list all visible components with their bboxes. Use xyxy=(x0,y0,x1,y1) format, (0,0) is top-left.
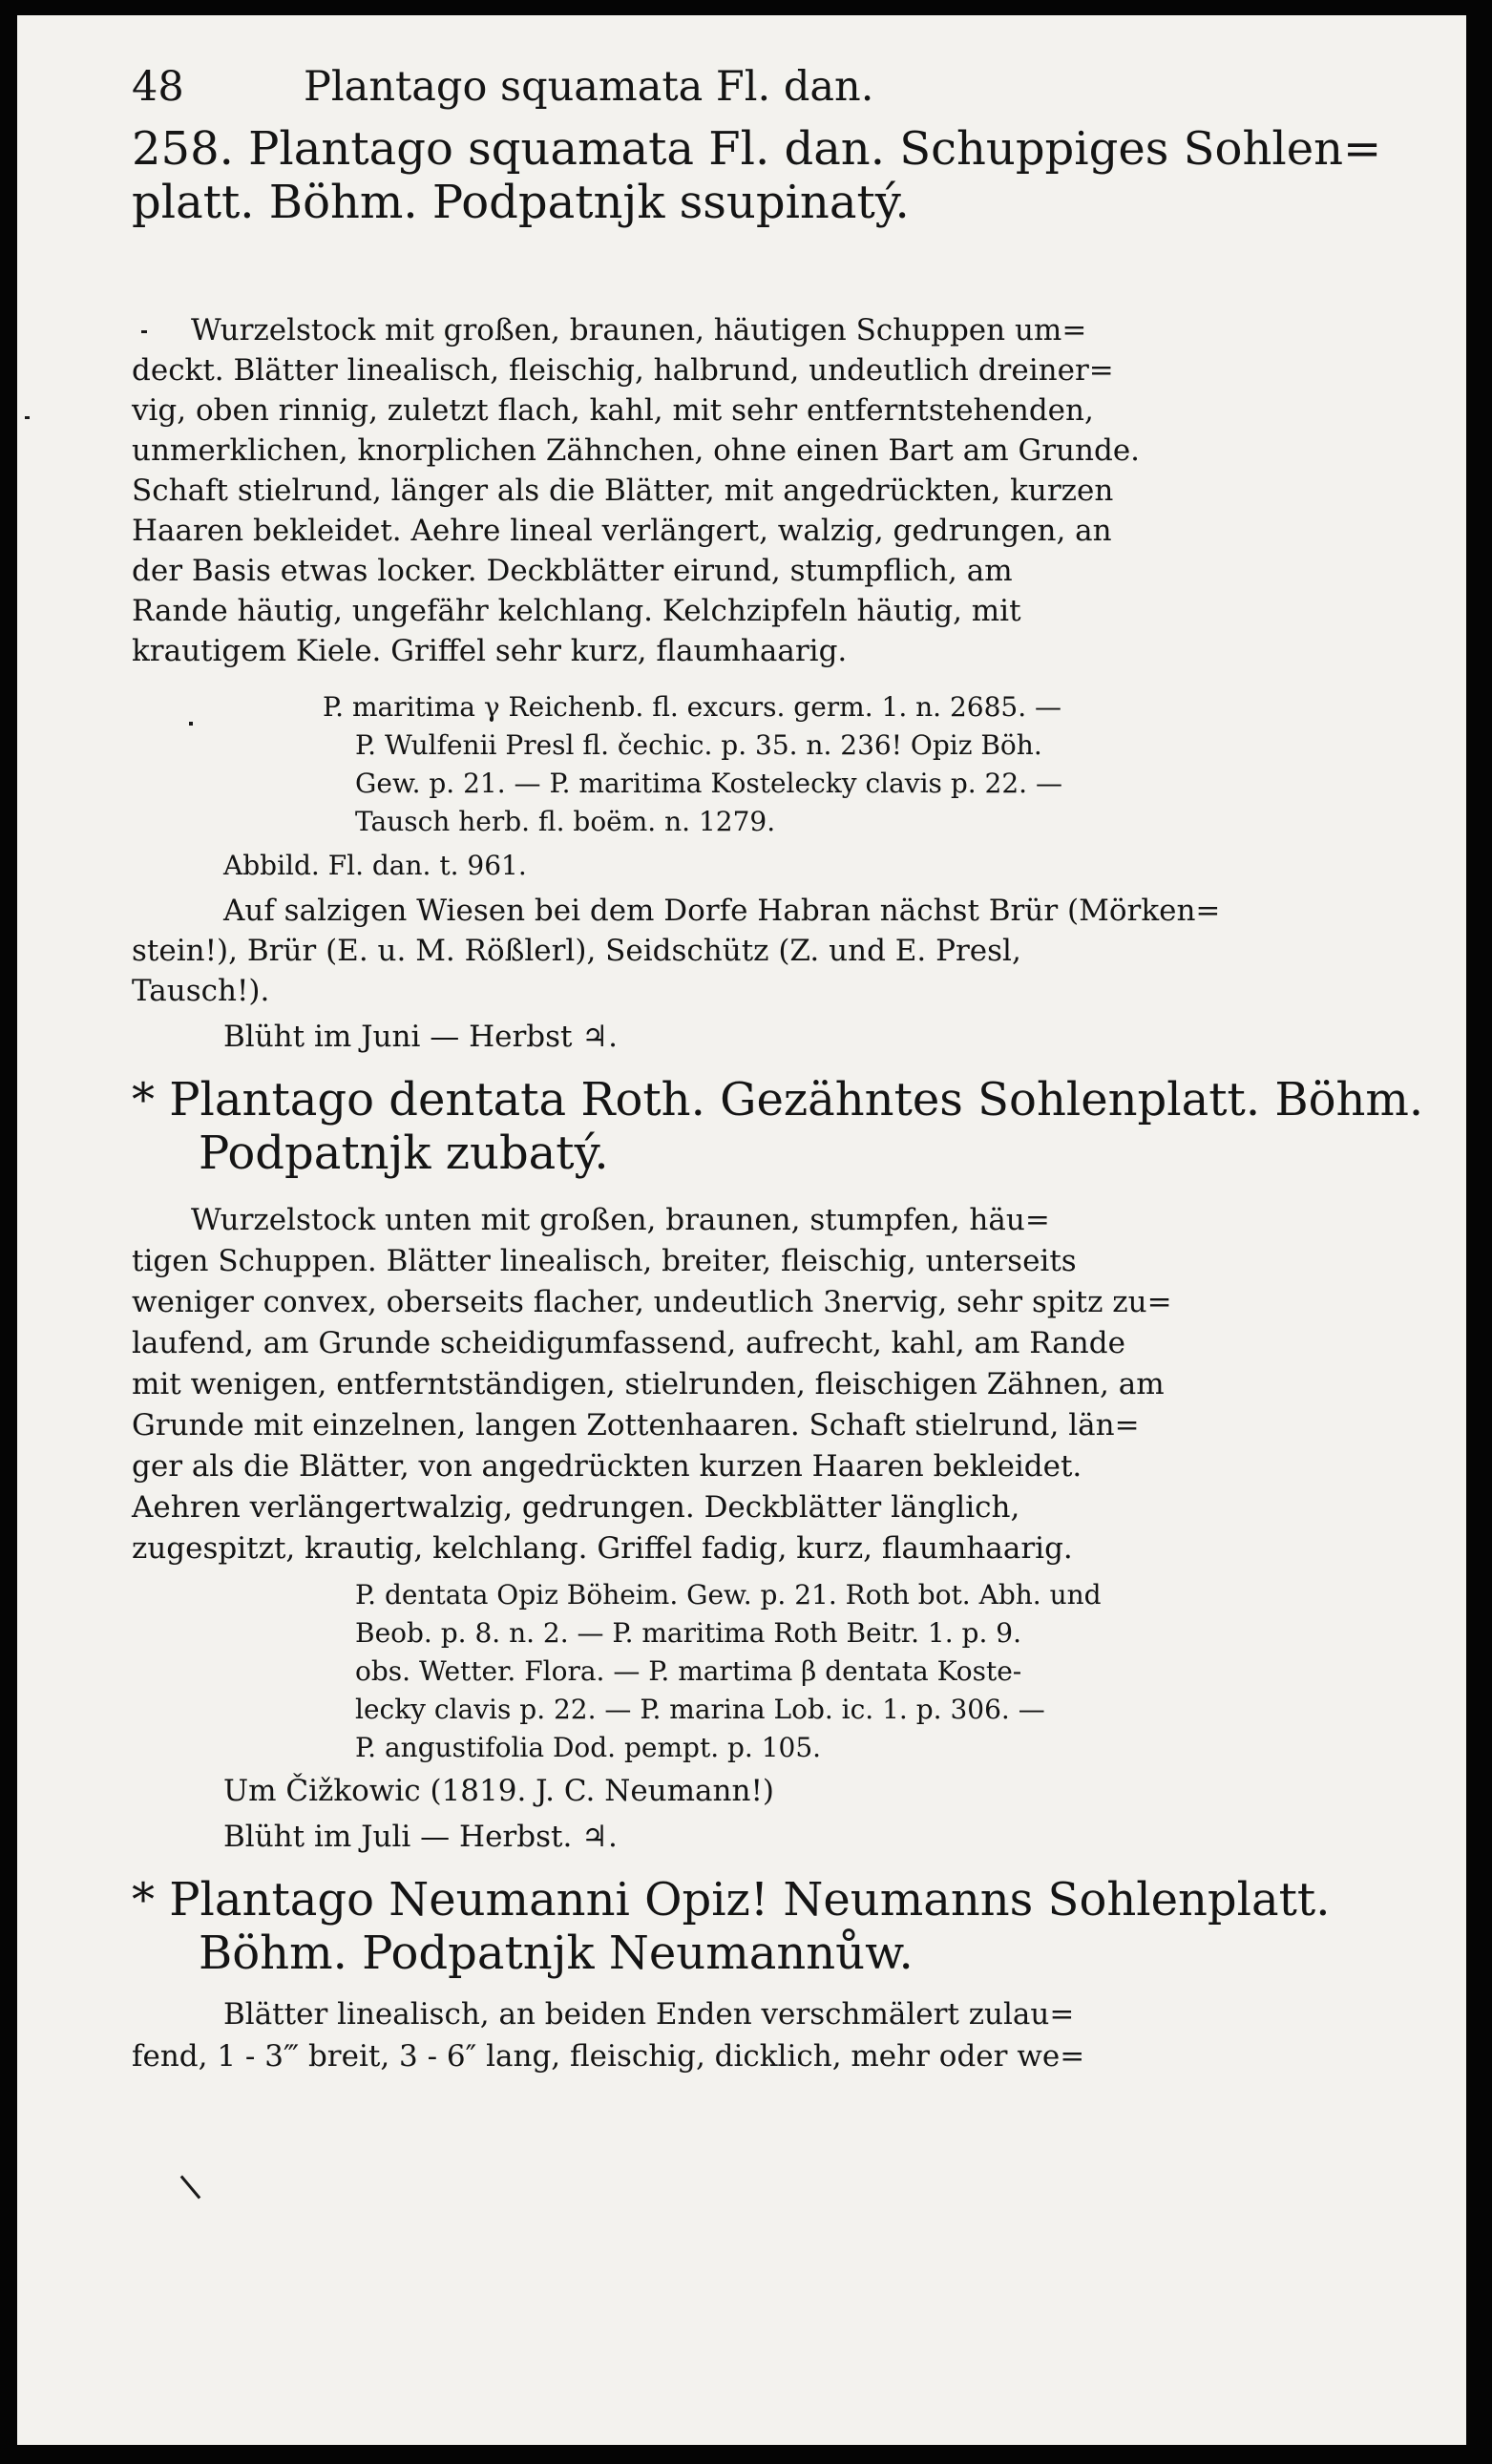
entry-258-heading-line-1: 258. Plantago squamata Fl. dan. Schuppiges Sohlen= xyxy=(132,122,1382,176)
scan-speck xyxy=(141,330,147,333)
entry-dentata-body-line: Aehren verlängertwalzig, gedrungen. Deckblätter länglich, xyxy=(132,1490,1020,1525)
entry-dentata-body-line: weniger convex, oberseits flacher, undeutlich 3nervig, sehr spitz zu= xyxy=(132,1285,1172,1319)
book-page xyxy=(17,15,1466,2445)
page-number: 48 xyxy=(132,63,184,111)
entry-258-locality: Auf salzigen Wiesen bei dem Dorfe Habran nächst Brür (Mörken= xyxy=(223,894,1221,928)
entry-258-citation: Gew. p. 21. — P. maritima Kostelecky clavis p. 22. — xyxy=(355,768,1062,799)
entry-neumanni-body-line: fend, 1 - 3‴ breit, 3 - 6″ lang, fleischig, dicklich, mehr oder we= xyxy=(132,2039,1085,2074)
entry-258-citation: P. Wulfenii Presl fl. čechic. p. 35. n. 236! Opiz Böh. xyxy=(355,729,1042,761)
entry-dentata-citation: P. dentata Opiz Böheim. Gew. p. 21. Roth bot. Abh. und xyxy=(355,1579,1102,1611)
entry-dentata-citation: obs. Wetter. Flora. — P. martima β dentata Koste- xyxy=(355,1655,1022,1687)
entry-258-body-line: deckt. Blätter linealisch, fleischig, halbrund, undeutlich dreiner= xyxy=(132,353,1114,388)
entry-neumanni-heading-line-1: * Plantago Neumanni Opiz! Neumanns Sohlenplatt. xyxy=(132,1873,1331,1927)
entry-dentata-citation: Beob. p. 8. n. 2. — P. maritima Roth Beitr. 1. p. 9. xyxy=(355,1617,1021,1649)
entry-dentata-body-line: zugespitzt, krautig, kelchlang. Griffel fadig, kurz, flaumhaarig. xyxy=(132,1531,1073,1566)
entry-258-body-line: Haaren bekleidet. Aehre lineal verlängert, walzig, gedrungen, an xyxy=(132,514,1112,548)
entry-dentata-citation: P. angustifolia Dod. pempt. p. 105. xyxy=(355,1732,822,1763)
entry-dentata-body-line: Wurzelstock unten mit großen, braunen, stumpfen, häu= xyxy=(191,1203,1050,1237)
entry-258-locality: Tausch!). xyxy=(132,974,270,1008)
entry-258-locality: stein!), Brür (E. u. M. Rößlerl), Seidschütz (Z. und E. Presl, xyxy=(132,934,1021,968)
entry-neumanni-body-line: Blätter linealisch, an beiden Enden verschmälert zulau= xyxy=(223,1997,1075,2032)
entry-258-body-line: Rande häutig, ungefähr kelchlang. Kelchzipfeln häutig, mit xyxy=(132,594,1021,628)
entry-258-body-line: Schaft stielrund, länger als die Blätter, mit angedrückten, kurzen xyxy=(132,474,1114,508)
entry-dentata-body-line: Grunde mit einzelnen, langen Zottenhaaren. Schaft stielrund, län= xyxy=(132,1408,1140,1443)
entry-dentata-body-line: tigen Schuppen. Blätter linealisch, breiter, fleischig, unterseits xyxy=(132,1244,1077,1278)
entry-258-body-line: der Basis etwas locker. Deckblätter eirund, stumpflich, am xyxy=(132,554,1013,588)
entry-258-body-line: unmerklichen, knorplichen Zähnchen, ohne einen Bart am Grunde. xyxy=(132,433,1141,468)
entry-258-citation: Tausch herb. fl. boëm. n. 1279. xyxy=(355,806,776,837)
entry-dentata-body-line: laufend, am Grunde scheidigumfassend, aufrecht, kahl, am Rande xyxy=(132,1326,1125,1360)
scan-mark xyxy=(180,2176,201,2200)
entry-dentata-body-line: mit wenigen, entferntständigen, stielrunden, fleischigen Zähnen, am xyxy=(132,1367,1165,1401)
entry-dentata-citation: lecky clavis p. 22. — P. marina Lob. ic. 1. p. 306. — xyxy=(355,1694,1045,1725)
figure-reference: Abbild. Fl. dan. t. 961. xyxy=(223,850,527,881)
entry-dentata-heading-line-2: Podpatnjk zubatý. xyxy=(199,1127,609,1180)
entry-258-citation: P. maritima γ Reichenb. fl. excurs. germ. 1. n. 2685. — xyxy=(323,691,1062,723)
running-title: Plantago squamata Fl. dan. xyxy=(304,63,874,111)
entry-dentata-locality: Um Čižkowic (1819. J. C. Neumann!) xyxy=(223,1774,774,1808)
entry-dentata-body-line: ger als die Blätter, von angedrückten kurzen Haaren bekleidet. xyxy=(132,1449,1082,1484)
scan-speck xyxy=(189,722,193,726)
entry-neumanni-heading-line-2: Böhm. Podpatnjk Neumannůw. xyxy=(199,1927,914,1980)
entry-dentata-heading-line-1: * Plantago dentata Roth. Gezähntes Sohlenplatt. Böhm. xyxy=(132,1073,1424,1127)
entry-258-body-line: krautigem Kiele. Griffel sehr kurz, flaumhaarig. xyxy=(132,634,848,668)
entry-dentata-flowering: Blüht im Juli — Herbst. ♃. xyxy=(223,1820,618,1854)
scan-speck xyxy=(25,416,30,419)
entry-258-body-line: vig, oben rinnig, zuletzt flach, kahl, mit sehr entferntstehenden, xyxy=(132,393,1094,428)
entry-258-flowering: Blüht im Juni — Herbst ♃. xyxy=(223,1020,618,1054)
entry-258-heading-line-2: platt. Böhm. Podpatnjk ssupinatý. xyxy=(132,176,910,229)
entry-258-body-line: Wurzelstock mit großen, braunen, häutigen Schuppen um= xyxy=(191,313,1087,347)
